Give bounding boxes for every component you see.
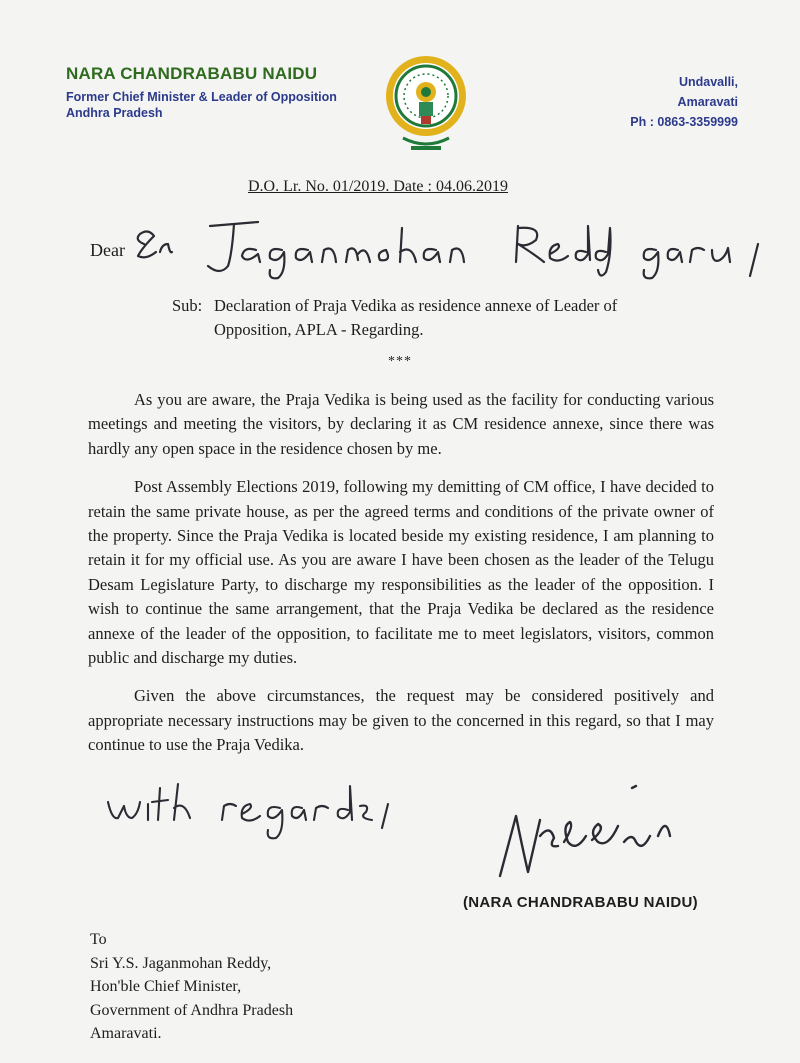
separator: *** <box>388 354 412 369</box>
subject-line2: Opposition, APLA - Regarding. <box>214 320 424 339</box>
address-line1: Undavalli, <box>678 75 738 89</box>
phone-number: Ph : 0863-3359999 <box>630 115 738 129</box>
andhra-pradesh-emblem-icon <box>383 50 469 160</box>
signer-name: (NARA CHANDRABABU NAIDU) <box>463 894 698 911</box>
subject-label: Sub: <box>172 296 203 315</box>
salutation-dear: Dear <box>90 240 125 260</box>
recipient-title: Hon'ble Chief Minister, <box>90 978 242 995</box>
subject-line1: Declaration of Praja Vedika as residence annexe of Leader of <box>214 296 618 315</box>
recipient-name: Sri Y.S. Jaganmohan Reddy, <box>90 954 272 972</box>
handwritten-regards <box>104 774 404 849</box>
address-block <box>630 72 738 132</box>
signature <box>494 776 684 891</box>
recipient-office: Government of Andhra Pradesh <box>90 1001 294 1019</box>
salutation <box>90 228 790 278</box>
recipient-address <box>90 928 293 1046</box>
sender-state: Andhra Pradesh <box>66 106 163 120</box>
subject <box>172 294 712 342</box>
paragraph: Post Assembly Elections 2019, following my demitting of CM office, I have decided to retain the same private house, as per the agreed terms and conditions of the private owner of the property. Since the Praja Vedika is located beside my existing residence, I am planning to retain it for my official use. As you are aware I have been chosen as the leader of the Telugu Desam Legislature Party, to discharge my responsibilities as the leader of the opposition. I wish to continue the same arrangement, that the Praja Vedika be declared as the residence annexe of the leader of the opposition, to facilitate me to meet legislators, visitors, common public and discharge my duties. <box>88 477 714 668</box>
recipient-to: To <box>90 931 107 948</box>
paragraph: As you are aware, the Praja Vedika is being used as the facility for conducting various meetings and meeting the visitors, by declaring it as CM residence annexe, since there was hardly any open space in the residence chosen by me. <box>88 390 714 458</box>
sender-title: Former Chief Minister & Leader of Opposition <box>66 90 337 104</box>
recipient-city: Amaravati. <box>90 1025 162 1042</box>
address-line2: Amaravati <box>677 95 738 109</box>
sender-name: NARA CHANDRABABU NAIDU <box>66 64 318 83</box>
sender-block <box>66 64 337 120</box>
letter-body <box>88 388 714 772</box>
reference-number: D.O. Lr. No. 01/2019. Date : 04.06.2019 <box>248 178 508 195</box>
handwritten-salutation <box>130 214 790 284</box>
paragraph: Given the above circumstances, the request may be considered positively and appropriate necessary instructions may be given to the concerned in this regard, so that I may continue to use the Praja Vedika. <box>88 686 714 755</box>
